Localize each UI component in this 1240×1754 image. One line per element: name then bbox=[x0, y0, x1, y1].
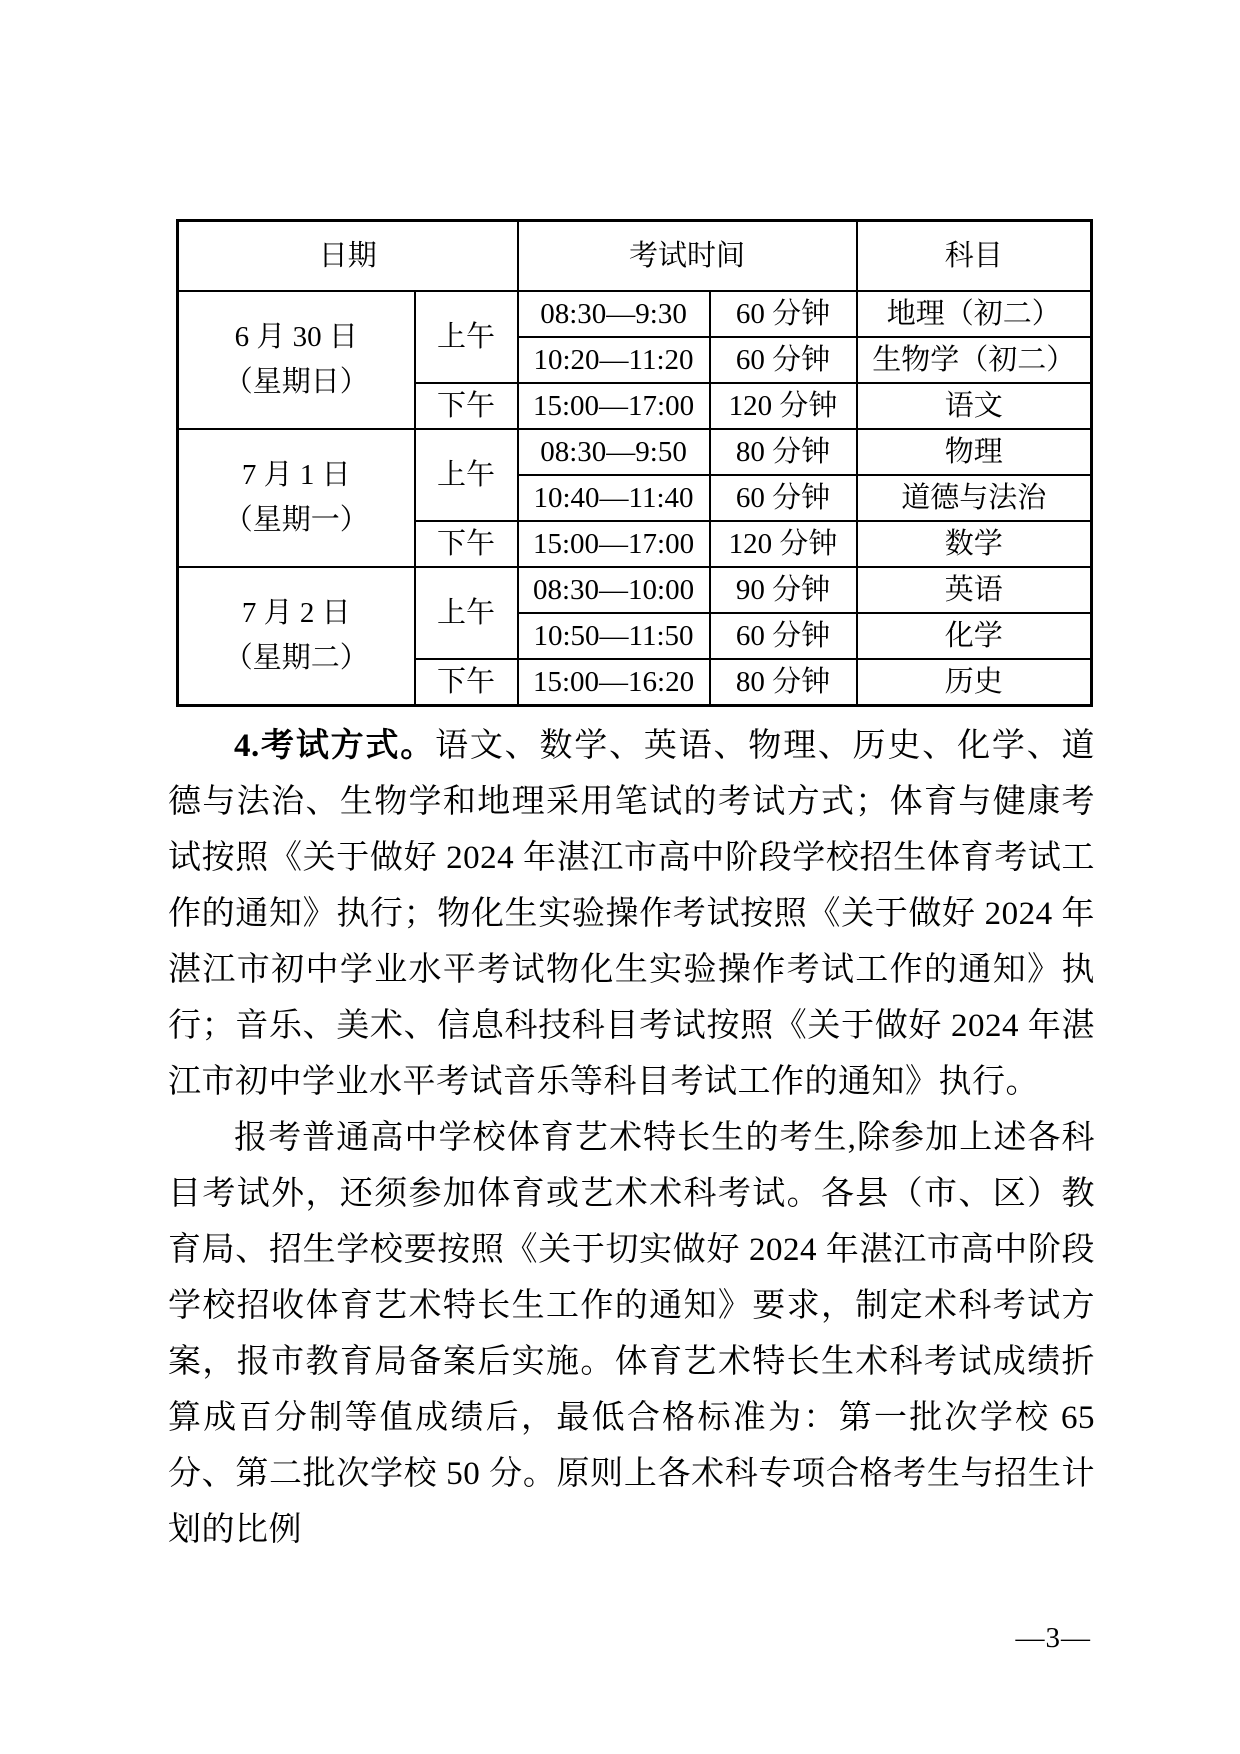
date-line: 6 月 30 日 bbox=[234, 321, 358, 354]
session-cell: 下午 bbox=[415, 521, 518, 567]
time-cell: 15:00—16:20 bbox=[518, 659, 710, 706]
paragraph-special-students bbox=[168, 1110, 1095, 1558]
date-cell bbox=[178, 429, 415, 567]
time-cell: 08:30—10:00 bbox=[518, 567, 710, 613]
paragraph-lead-bold: 4.考试方式。 bbox=[234, 728, 436, 764]
paragraph-exam-method bbox=[168, 718, 1095, 1110]
time-cell: 10:20—11:20 bbox=[518, 337, 710, 383]
duration-cell: 120 分钟 bbox=[710, 383, 857, 429]
table-row bbox=[178, 567, 1092, 613]
paragraph-body-text: 语文、数学、英语、物理、历史、化学、道德与法治、生物学和地理采用笔试的考试方式；体育与健康考试按照《关于做好 2024 年湛江市高中阶段学校招生体育考试工作的通知》执行；物化生实验操作考试按照《关于做好 2024 年湛江市初中学业水平考试物化生实验操作考试工作的通知》执行；音乐、美术、信息科技科目考试按照《关于做好 2024 年湛江市初中学业水平考试音乐等科目考试工作的通知》执行。 bbox=[168, 728, 1095, 1100]
table-row bbox=[178, 291, 1092, 337]
time-cell: 10:50—11:50 bbox=[518, 613, 710, 659]
subject-cell: 道德与法治 bbox=[857, 475, 1092, 521]
duration-cell: 60 分钟 bbox=[710, 337, 857, 383]
subject-cell: 语文 bbox=[857, 383, 1092, 429]
session-cell: 上午 bbox=[415, 429, 518, 521]
session-cell: 下午 bbox=[415, 383, 518, 429]
subject-cell: 化学 bbox=[857, 613, 1092, 659]
duration-cell: 60 分钟 bbox=[710, 291, 857, 337]
time-cell: 15:00—17:00 bbox=[518, 383, 710, 429]
date-line: 7 月 2 日 bbox=[241, 597, 351, 630]
page-number: —3— bbox=[1015, 1622, 1091, 1654]
paragraph-body-text: 报考普通高中学校体育艺术特长生的考生,除参加上述各科目考试外，还须参加体育或艺术术科考试。各县（市、区）教育局、招生学校要按照《关于切实做好 2024 年湛江市高中阶段学校招收体育艺术特长生工作的通知》要求，制定术科考试方案，报市教育局备案后实施。体育艺术特长生术科考试成绩折算成百分制等值成绩后，最低合格标准为：第一批次学校 65 分、第二批次学校 50 分。原则上各术科专项合格考生与招生计划的比例 bbox=[168, 1120, 1095, 1548]
time-cell: 15:00—17:00 bbox=[518, 521, 710, 567]
duration-cell: 60 分钟 bbox=[710, 613, 857, 659]
subject-cell: 历史 bbox=[857, 659, 1092, 706]
session-cell: 下午 bbox=[415, 659, 518, 706]
duration-cell: 120 分钟 bbox=[710, 521, 857, 567]
col-header-subject: 科目 bbox=[857, 221, 1092, 292]
date-cell bbox=[178, 567, 415, 706]
date-cell bbox=[178, 291, 415, 429]
time-cell: 10:40—11:40 bbox=[518, 475, 710, 521]
subject-cell: 英语 bbox=[857, 567, 1092, 613]
weekday-line: （星期日） bbox=[223, 366, 369, 398]
session-cell: 上午 bbox=[415, 291, 518, 383]
duration-cell: 60 分钟 bbox=[710, 475, 857, 521]
document-page-content bbox=[168, 219, 1095, 1558]
date-line: 7 月 1 日 bbox=[241, 459, 351, 492]
subject-cell: 地理（初二） bbox=[857, 291, 1092, 337]
duration-cell: 90 分钟 bbox=[710, 567, 857, 613]
duration-cell: 80 分钟 bbox=[710, 429, 857, 475]
subject-cell: 生物学（初二） bbox=[857, 337, 1092, 383]
time-cell: 08:30—9:50 bbox=[518, 429, 710, 475]
subject-cell: 物理 bbox=[857, 429, 1092, 475]
table-row bbox=[178, 429, 1092, 475]
table-header-row bbox=[178, 221, 1092, 292]
subject-cell: 数学 bbox=[857, 521, 1092, 567]
session-cell: 上午 bbox=[415, 567, 518, 659]
col-header-date: 日期 bbox=[178, 221, 518, 292]
col-header-exam-time: 考试时间 bbox=[518, 221, 857, 292]
time-cell: 08:30—9:30 bbox=[518, 291, 710, 337]
exam-schedule-table bbox=[176, 219, 1093, 707]
weekday-line: （星期二） bbox=[223, 642, 369, 674]
weekday-line: （星期一） bbox=[223, 504, 369, 536]
duration-cell: 80 分钟 bbox=[710, 659, 857, 706]
